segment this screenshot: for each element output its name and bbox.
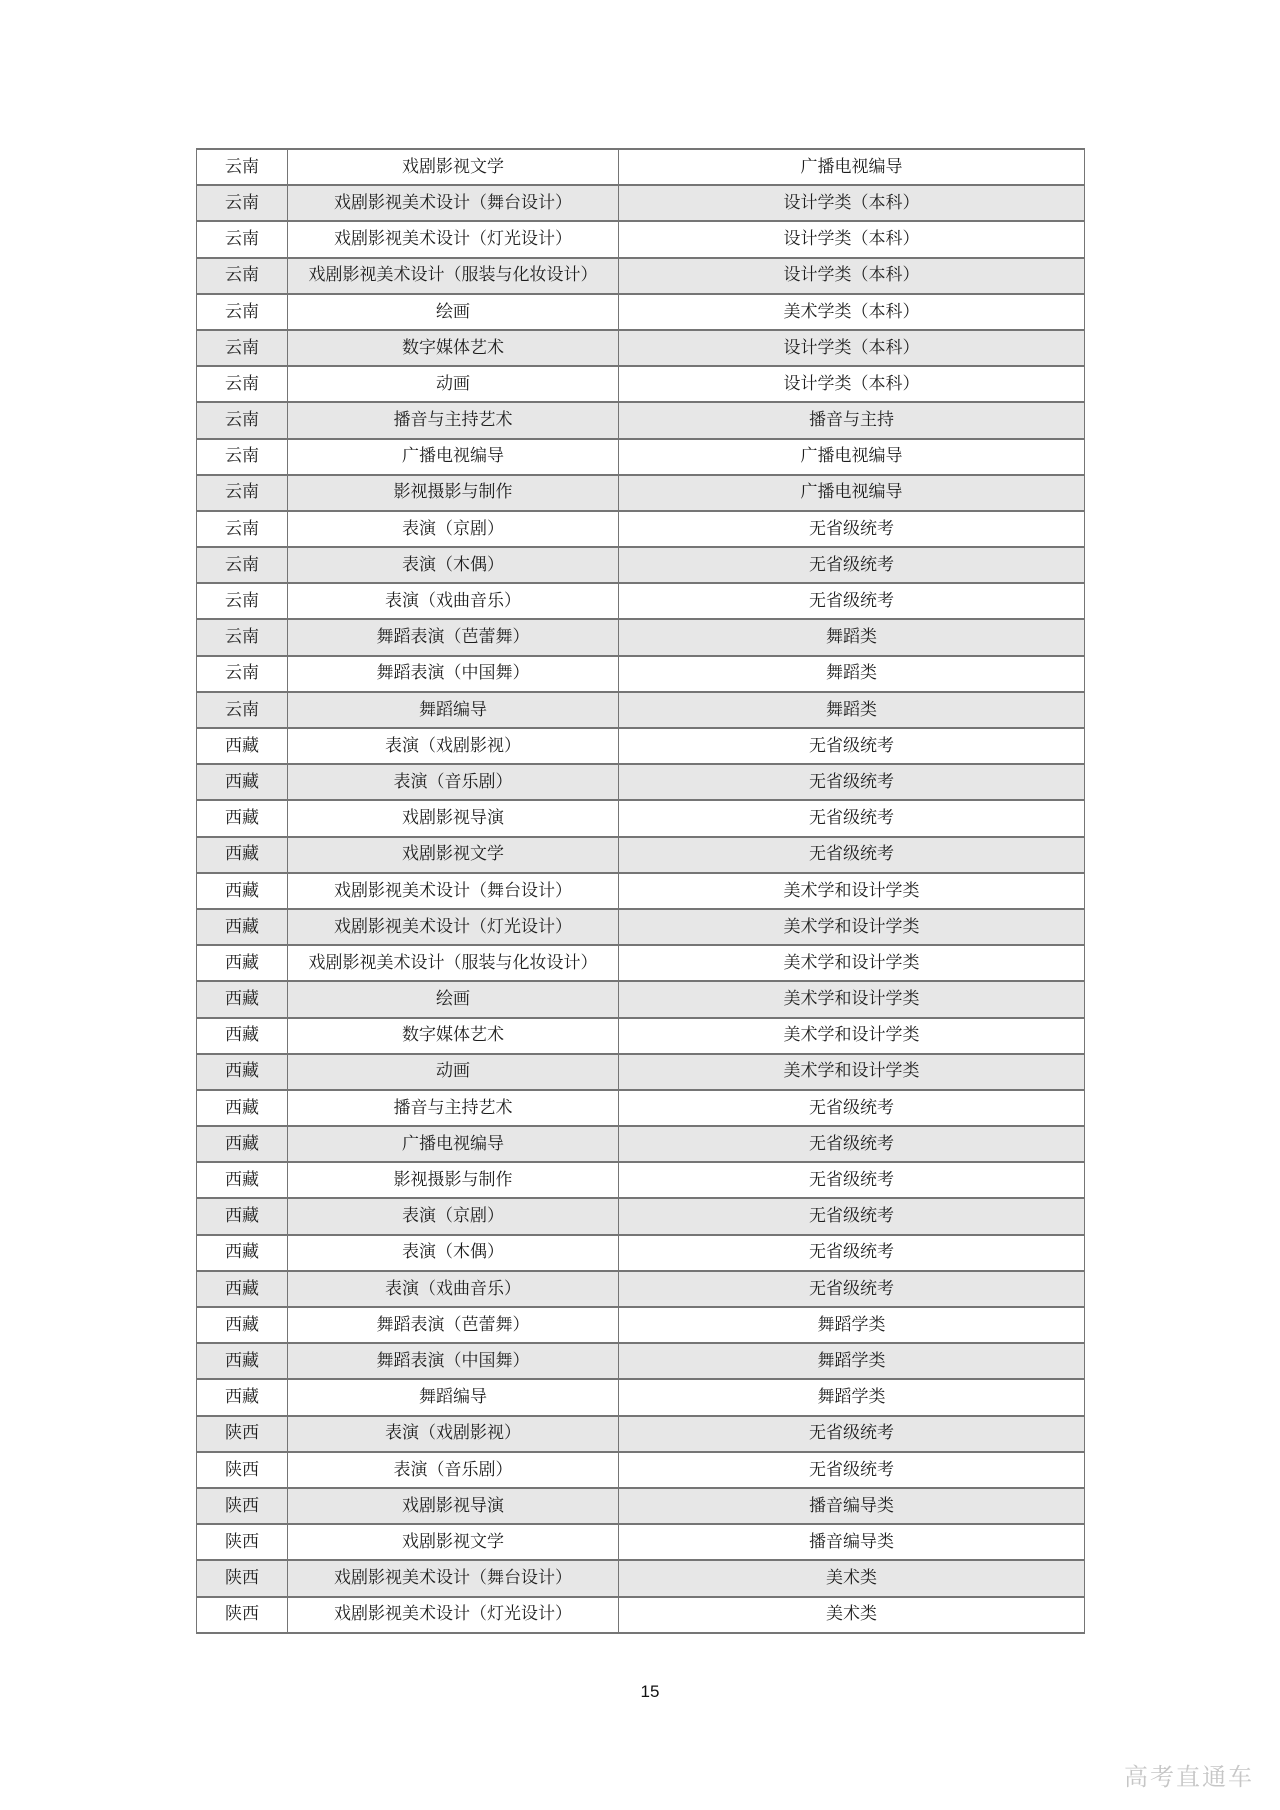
category-cell: 舞蹈学类 xyxy=(619,1379,1085,1415)
category-cell: 无省级统考 xyxy=(619,511,1085,547)
table-row xyxy=(197,1054,1085,1090)
province-cell: 云南 xyxy=(197,294,288,330)
table-row xyxy=(197,800,1085,836)
province-cell: 西藏 xyxy=(197,1307,288,1343)
province-cell: 云南 xyxy=(197,185,288,221)
table-row xyxy=(197,547,1085,583)
major-cell: 舞蹈表演（中国舞） xyxy=(288,656,619,692)
province-cell: 陕西 xyxy=(197,1488,288,1524)
province-cell: 西藏 xyxy=(197,981,288,1017)
table-row xyxy=(197,1126,1085,1162)
table-row xyxy=(197,475,1085,511)
table-row xyxy=(197,1560,1085,1596)
table-row xyxy=(197,511,1085,547)
province-cell: 云南 xyxy=(197,511,288,547)
table-row xyxy=(197,728,1085,764)
category-cell: 广播电视编导 xyxy=(619,439,1085,475)
table-row xyxy=(197,1343,1085,1379)
province-cell: 陕西 xyxy=(197,1597,288,1634)
table-row xyxy=(197,1198,1085,1234)
category-cell: 广播电视编导 xyxy=(619,149,1085,185)
watermark: 高考直通车 xyxy=(1124,1764,1254,1791)
category-cell: 无省级统考 xyxy=(619,837,1085,873)
province-cell: 西藏 xyxy=(197,837,288,873)
major-cell: 舞蹈表演（芭蕾舞） xyxy=(288,619,619,655)
major-cell: 戏剧影视美术设计（舞台设计） xyxy=(288,185,619,221)
province-cell: 西藏 xyxy=(197,1198,288,1234)
table-row xyxy=(197,1379,1085,1415)
category-cell: 舞蹈学类 xyxy=(619,1307,1085,1343)
province-cell: 云南 xyxy=(197,221,288,257)
table-row xyxy=(197,981,1085,1017)
table-row xyxy=(197,258,1085,294)
category-cell: 美术学和设计学类 xyxy=(619,873,1085,909)
category-cell: 美术学和设计学类 xyxy=(619,909,1085,945)
table-row xyxy=(197,1452,1085,1488)
province-cell: 西藏 xyxy=(197,1235,288,1271)
province-cell: 陕西 xyxy=(197,1560,288,1596)
table-row xyxy=(197,149,1085,185)
major-cell: 动画 xyxy=(288,1054,619,1090)
province-cell: 西藏 xyxy=(197,1343,288,1379)
province-cell: 云南 xyxy=(197,583,288,619)
table-row xyxy=(197,837,1085,873)
category-cell: 无省级统考 xyxy=(619,1235,1085,1271)
category-cell: 设计学类（本科） xyxy=(619,221,1085,257)
province-cell: 西藏 xyxy=(197,873,288,909)
category-cell: 无省级统考 xyxy=(619,1126,1085,1162)
category-cell: 无省级统考 xyxy=(619,547,1085,583)
major-cell: 表演（戏曲音乐） xyxy=(288,583,619,619)
table-row xyxy=(197,1488,1085,1524)
major-cell: 表演（音乐剧） xyxy=(288,1452,619,1488)
major-cell: 戏剧影视导演 xyxy=(288,1488,619,1524)
major-cell: 表演（戏曲音乐） xyxy=(288,1271,619,1307)
major-cell: 播音与主持艺术 xyxy=(288,402,619,438)
table-row xyxy=(197,619,1085,655)
major-cell: 戏剧影视文学 xyxy=(288,149,619,185)
major-cell: 舞蹈表演（中国舞） xyxy=(288,1343,619,1379)
category-cell: 无省级统考 xyxy=(619,764,1085,800)
category-cell: 舞蹈类 xyxy=(619,656,1085,692)
province-cell: 西藏 xyxy=(197,945,288,981)
major-cell: 表演（京剧） xyxy=(288,511,619,547)
province-cell: 云南 xyxy=(197,439,288,475)
category-cell: 美术学和设计学类 xyxy=(619,1018,1085,1054)
major-cell: 表演（戏剧影视） xyxy=(288,1416,619,1452)
major-cell: 表演（音乐剧） xyxy=(288,764,619,800)
category-cell: 设计学类（本科） xyxy=(619,258,1085,294)
major-cell: 动画 xyxy=(288,366,619,402)
table-row xyxy=(197,294,1085,330)
major-cell: 舞蹈表演（芭蕾舞） xyxy=(288,1307,619,1343)
category-cell: 美术学和设计学类 xyxy=(619,945,1085,981)
major-cell: 数字媒体艺术 xyxy=(288,330,619,366)
category-cell: 播音编导类 xyxy=(619,1488,1085,1524)
category-cell: 无省级统考 xyxy=(619,583,1085,619)
major-cell: 戏剧影视美术设计（服装与化妆设计） xyxy=(288,945,619,981)
category-cell: 广播电视编导 xyxy=(619,475,1085,511)
table-row xyxy=(197,1235,1085,1271)
province-cell: 西藏 xyxy=(197,1379,288,1415)
province-cell: 云南 xyxy=(197,258,288,294)
category-cell: 无省级统考 xyxy=(619,728,1085,764)
majors-table xyxy=(196,148,1085,1634)
province-cell: 西藏 xyxy=(197,909,288,945)
major-cell: 舞蹈编导 xyxy=(288,1379,619,1415)
table-row xyxy=(197,221,1085,257)
major-cell: 广播电视编导 xyxy=(288,1126,619,1162)
province-cell: 西藏 xyxy=(197,1054,288,1090)
province-cell: 云南 xyxy=(197,619,288,655)
province-cell: 西藏 xyxy=(197,1162,288,1198)
major-cell: 绘画 xyxy=(288,981,619,1017)
category-cell: 美术学和设计学类 xyxy=(619,1054,1085,1090)
major-cell: 影视摄影与制作 xyxy=(288,1162,619,1198)
table-row xyxy=(197,330,1085,366)
table-row xyxy=(197,439,1085,475)
major-cell: 戏剧影视美术设计（灯光设计） xyxy=(288,1597,619,1634)
province-cell: 西藏 xyxy=(197,1018,288,1054)
major-cell: 表演（木偶） xyxy=(288,547,619,583)
category-cell: 设计学类（本科） xyxy=(619,366,1085,402)
table-row xyxy=(197,1162,1085,1198)
major-cell: 表演（京剧） xyxy=(288,1198,619,1234)
table-row xyxy=(197,1271,1085,1307)
major-cell: 戏剧影视美术设计（服装与化妆设计） xyxy=(288,258,619,294)
province-cell: 云南 xyxy=(197,547,288,583)
major-cell: 表演（木偶） xyxy=(288,1235,619,1271)
table-row xyxy=(197,873,1085,909)
province-cell: 陕西 xyxy=(197,1524,288,1560)
category-cell: 无省级统考 xyxy=(619,1090,1085,1126)
major-cell: 戏剧影视美术设计（灯光设计） xyxy=(288,909,619,945)
table-row xyxy=(197,1090,1085,1126)
major-cell: 戏剧影视文学 xyxy=(288,837,619,873)
major-cell: 数字媒体艺术 xyxy=(288,1018,619,1054)
province-cell: 云南 xyxy=(197,402,288,438)
category-cell: 无省级统考 xyxy=(619,1452,1085,1488)
table-body xyxy=(197,149,1085,1633)
table-row xyxy=(197,583,1085,619)
category-cell: 无省级统考 xyxy=(619,1416,1085,1452)
category-cell: 舞蹈类 xyxy=(619,692,1085,728)
province-cell: 陕西 xyxy=(197,1416,288,1452)
major-cell: 戏剧影视美术设计（灯光设计） xyxy=(288,221,619,257)
category-cell: 舞蹈类 xyxy=(619,619,1085,655)
major-cell: 表演（戏剧影视） xyxy=(288,728,619,764)
table-row xyxy=(197,366,1085,402)
province-cell: 西藏 xyxy=(197,1271,288,1307)
table-row xyxy=(197,764,1085,800)
category-cell: 设计学类（本科） xyxy=(619,185,1085,221)
province-cell: 云南 xyxy=(197,692,288,728)
province-cell: 云南 xyxy=(197,475,288,511)
province-cell: 西藏 xyxy=(197,764,288,800)
category-cell: 设计学类（本科） xyxy=(619,330,1085,366)
major-cell: 戏剧影视文学 xyxy=(288,1524,619,1560)
page-number: 15 xyxy=(640,1682,660,1701)
major-cell: 舞蹈编导 xyxy=(288,692,619,728)
category-cell: 播音与主持 xyxy=(619,402,1085,438)
table-row xyxy=(197,692,1085,728)
major-cell: 广播电视编导 xyxy=(288,439,619,475)
province-cell: 陕西 xyxy=(197,1452,288,1488)
category-cell: 无省级统考 xyxy=(619,1271,1085,1307)
table-row xyxy=(197,402,1085,438)
major-cell: 戏剧影视美术设计（舞台设计） xyxy=(288,1560,619,1596)
category-cell: 美术学类（本科） xyxy=(619,294,1085,330)
category-cell: 无省级统考 xyxy=(619,1162,1085,1198)
category-cell: 舞蹈学类 xyxy=(619,1343,1085,1379)
table-row xyxy=(197,185,1085,221)
major-cell: 戏剧影视导演 xyxy=(288,800,619,836)
category-cell: 美术学和设计学类 xyxy=(619,981,1085,1017)
province-cell: 西藏 xyxy=(197,800,288,836)
major-cell: 播音与主持艺术 xyxy=(288,1090,619,1126)
table-row xyxy=(197,1416,1085,1452)
province-cell: 西藏 xyxy=(197,1090,288,1126)
table-row xyxy=(197,1018,1085,1054)
table-row xyxy=(197,1597,1085,1634)
province-cell: 云南 xyxy=(197,149,288,185)
category-cell: 无省级统考 xyxy=(619,1198,1085,1234)
major-cell: 戏剧影视美术设计（舞台设计） xyxy=(288,873,619,909)
table-row xyxy=(197,909,1085,945)
category-cell: 无省级统考 xyxy=(619,800,1085,836)
category-cell: 美术类 xyxy=(619,1597,1085,1634)
table-row xyxy=(197,1307,1085,1343)
major-cell: 影视摄影与制作 xyxy=(288,475,619,511)
table-row xyxy=(197,945,1085,981)
table-row xyxy=(197,656,1085,692)
province-cell: 云南 xyxy=(197,656,288,692)
major-cell: 绘画 xyxy=(288,294,619,330)
province-cell: 西藏 xyxy=(197,728,288,764)
category-cell: 美术类 xyxy=(619,1560,1085,1596)
province-cell: 云南 xyxy=(197,366,288,402)
province-cell: 西藏 xyxy=(197,1126,288,1162)
category-cell: 播音编导类 xyxy=(619,1524,1085,1560)
province-cell: 云南 xyxy=(197,330,288,366)
table-row xyxy=(197,1524,1085,1560)
